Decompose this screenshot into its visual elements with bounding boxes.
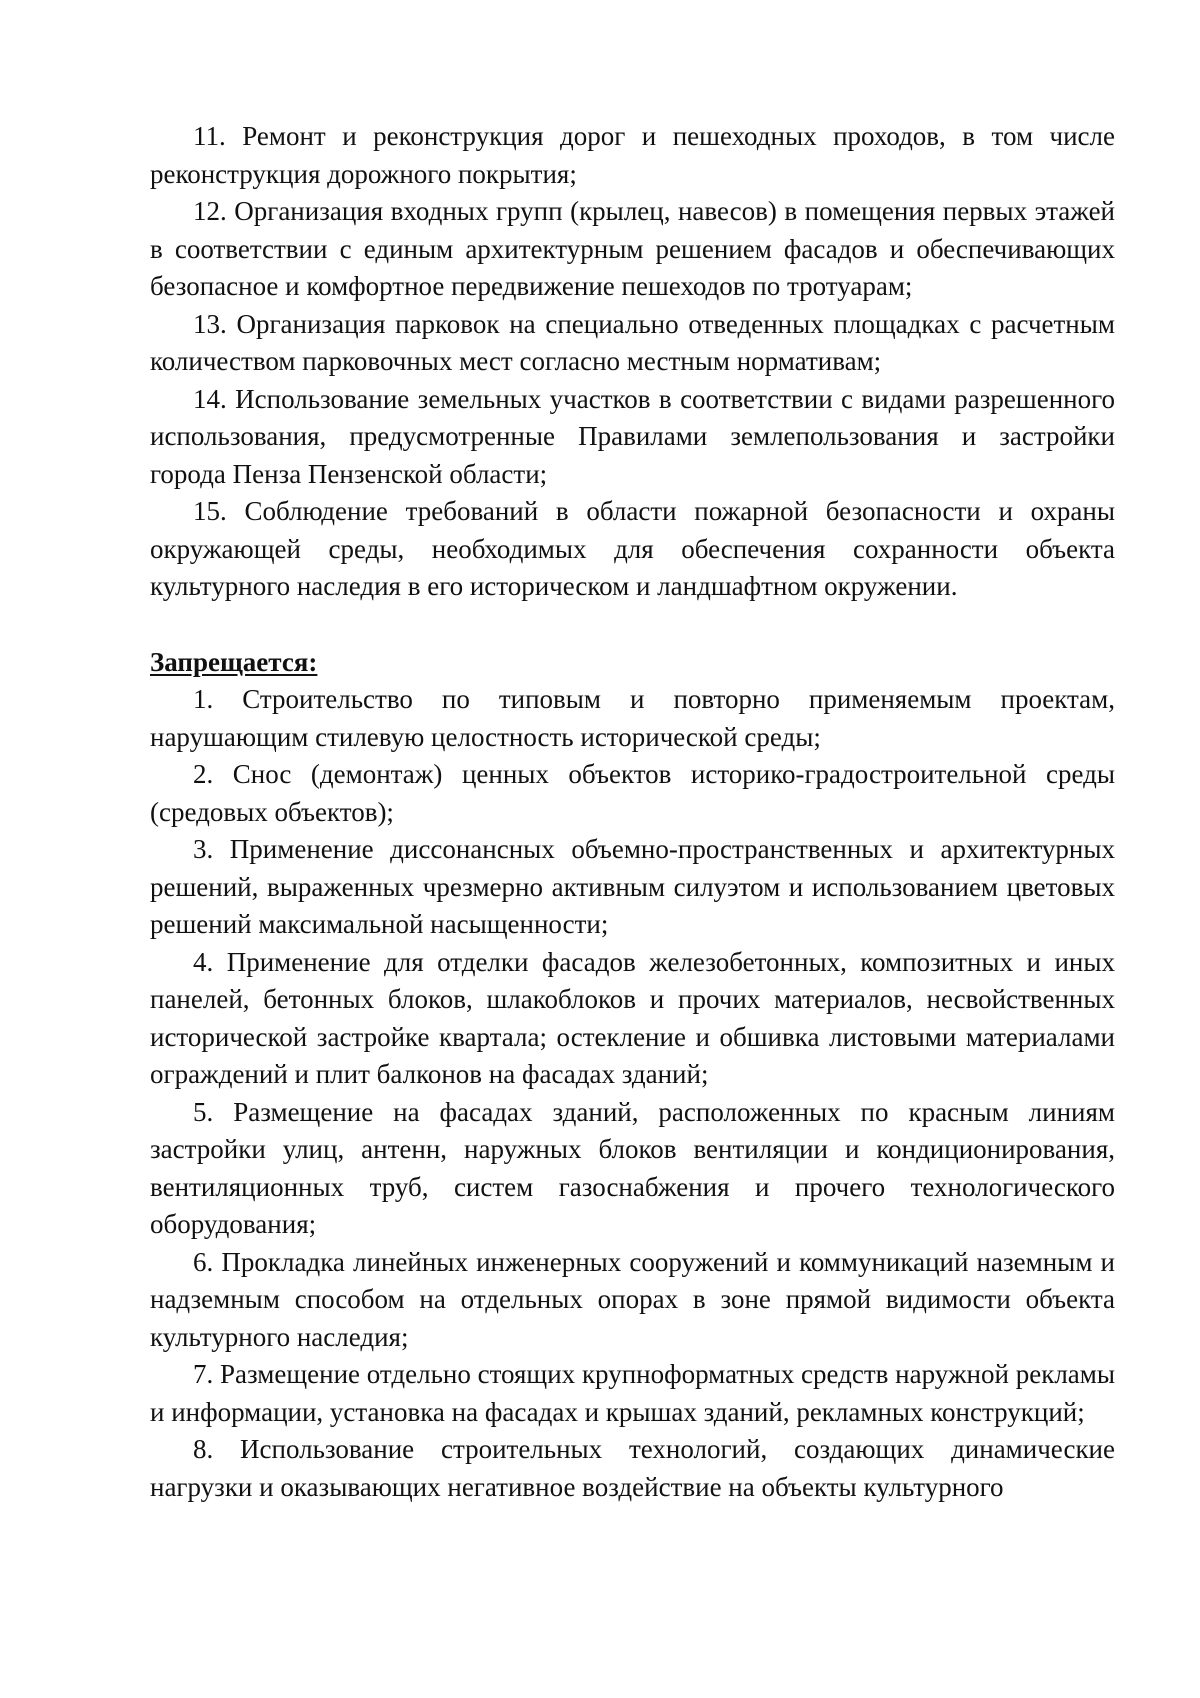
prohibited-item: 7. Размещение отдельно стоящих крупноформатных средств наружной рекламы и информации, установка на фасадах и крышах зданий, рекламных конструкций; — [150, 1359, 1115, 1427]
document-page — [150, 118, 1115, 1506]
section-spacer — [150, 606, 1115, 644]
list-item: 15. Соблюдение требований в области пожарной безопасности и охраны окружающей среды, необходимых для обеспечения сохранности объекта культурного наследия в его историческом и ландшафтном окружении. — [150, 496, 1115, 601]
list-item: 13. Организация парковок на специально отведенных площадках с расчетным количеством парковочных мест согласно местным нормативам; — [150, 308, 1115, 376]
prohibited-item: 3. Применение диссонансных объемно-пространственных и архитектурных решений, выраженных чрезмерно активным силуэтом и использованием цветовых решений максимальной насыщенности; — [150, 834, 1115, 939]
prohibited-item: 5. Размещение на фасадах зданий, расположенных по красным линиям застройки улиц, антенн, наружных блоков вентиляции и кондиционирования, вентиляционных труб, систем газоснабжения и прочего технологического оборудования; — [150, 1096, 1115, 1239]
section-heading: Запрещается: — [150, 646, 318, 677]
list-item: 14. Использование земельных участков в соответствии с видами разрешенного использования, предусмотренные Правилами землепользования и застройки города Пенза Пензенской области; — [150, 383, 1115, 489]
prohibited-item: 6. Прокладка линейных инженерных сооружений и коммуникаций наземным и надземным способом на отдельных опорах в зоне прямой видимости объекта культурного наследия; — [150, 1246, 1115, 1352]
prohibited-item: 4. Применение для отделки фасадов железобетонных, композитных и иных панелей, бетонных блоков, шлакоблоков и прочих материалов, несвойственных исторической застройке квартала; остекление и обшивка листовыми материалами ограждений и плит балконов на фасадах зданий; — [150, 946, 1115, 1089]
list-item: 12. Организация входных групп (крылец, навесов) в помещения первых этажей в соответствии с единым архитектурным решением фасадов и обеспечивающих безопасное и комфортное передвижение пешеходов по тротуарам; — [150, 196, 1115, 301]
list-item: 11. Ремонт и реконструкция дорог и пешеходных проходов, в том числе реконструкция дорожного покрытия; — [150, 121, 1115, 189]
prohibited-item: 1. Строительство по типовым и повторно применяемым проектам, нарушающим стилевую целостность исторической среды; — [150, 684, 1115, 752]
prohibited-item: 8. Использование строительных технологий, создающих динамические нагрузки и оказывающих негативное воздействие на объекты культурного — [150, 1434, 1115, 1502]
prohibited-item: 2. Снос (демонтаж) ценных объектов историко-градостроительной среды (средовых объектов); — [150, 759, 1115, 827]
